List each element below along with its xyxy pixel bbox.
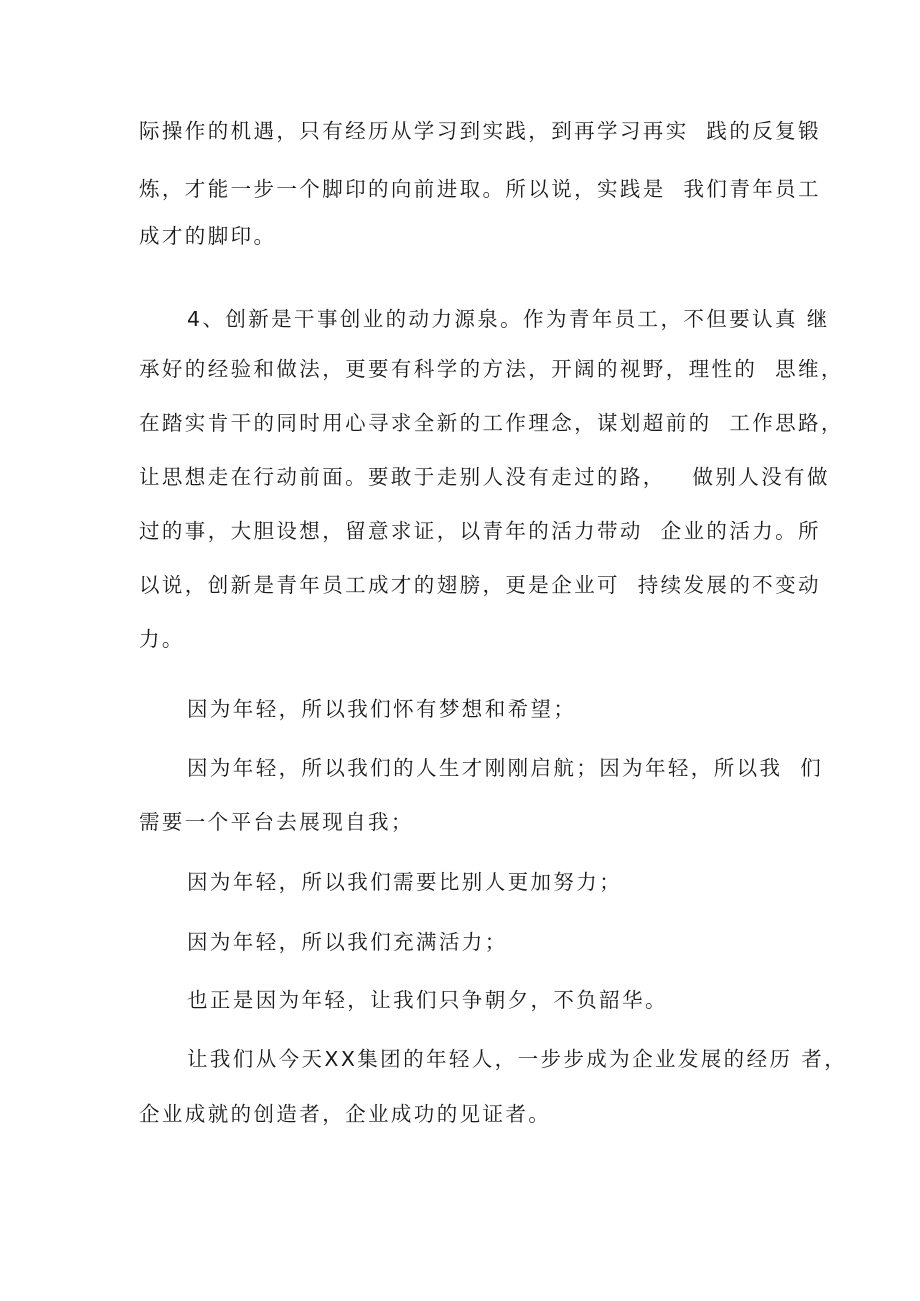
text-line: 因为年轻，所以我们怀有梦想和希望； xyxy=(187,697,577,721)
text-line: 因为年轻，所以我们充满活力； xyxy=(187,930,508,954)
text-line: 让我们从今天XX集团的年轻人，一步步成为企业发展的经历 者， xyxy=(187,1047,848,1071)
text-line: 际操作的机遇，只有经历从学习到实践，到再学习再实 践的反复锻 xyxy=(139,119,821,143)
text-line: 炼，才能一步一个脚印的向前进取。所以说，实践是 我们青年员工 xyxy=(139,177,821,201)
text-line: 因为年轻，所以我们的人生才刚刚启航；因为年轻，所以我 们 xyxy=(187,756,824,780)
text-line: 4、创新是干事创业的动力源泉。作为青年员工，不但要认真 继 xyxy=(187,307,830,331)
text-line: 企业成就的创造者，企业成功的见证者。 xyxy=(139,1102,552,1126)
text-line: 成才的脚印。 xyxy=(139,224,277,248)
text-line: 也正是因为年轻，让我们只争朝夕，不负韶华。 xyxy=(187,988,668,1012)
text-line: 让思想走在行动前面。要敢于走别人没有走过的路， 做别人没有做 xyxy=(139,465,830,489)
text-line: 以说，创新是青年员工成才的翅膀，更是企业可 持续发展的不变动 xyxy=(139,573,821,597)
text-line: 过的事，大胆设想，留意求证，以青年的活力带动 企业的活力。所 xyxy=(139,519,821,543)
text-line: 承好的经验和做法，更要有科学的方法，开阔的视野，理性的 思维， xyxy=(139,357,844,381)
text-line: 需要一个平台去展现自我； xyxy=(139,810,414,834)
text-line: 因为年轻，所以我们需要比别人更加努力； xyxy=(187,870,623,894)
text-line: 在踏实肯干的同时用心寻求全新的工作理念，谋划超前的 工作思路， xyxy=(139,411,844,435)
text-line: 力。 xyxy=(139,627,185,651)
